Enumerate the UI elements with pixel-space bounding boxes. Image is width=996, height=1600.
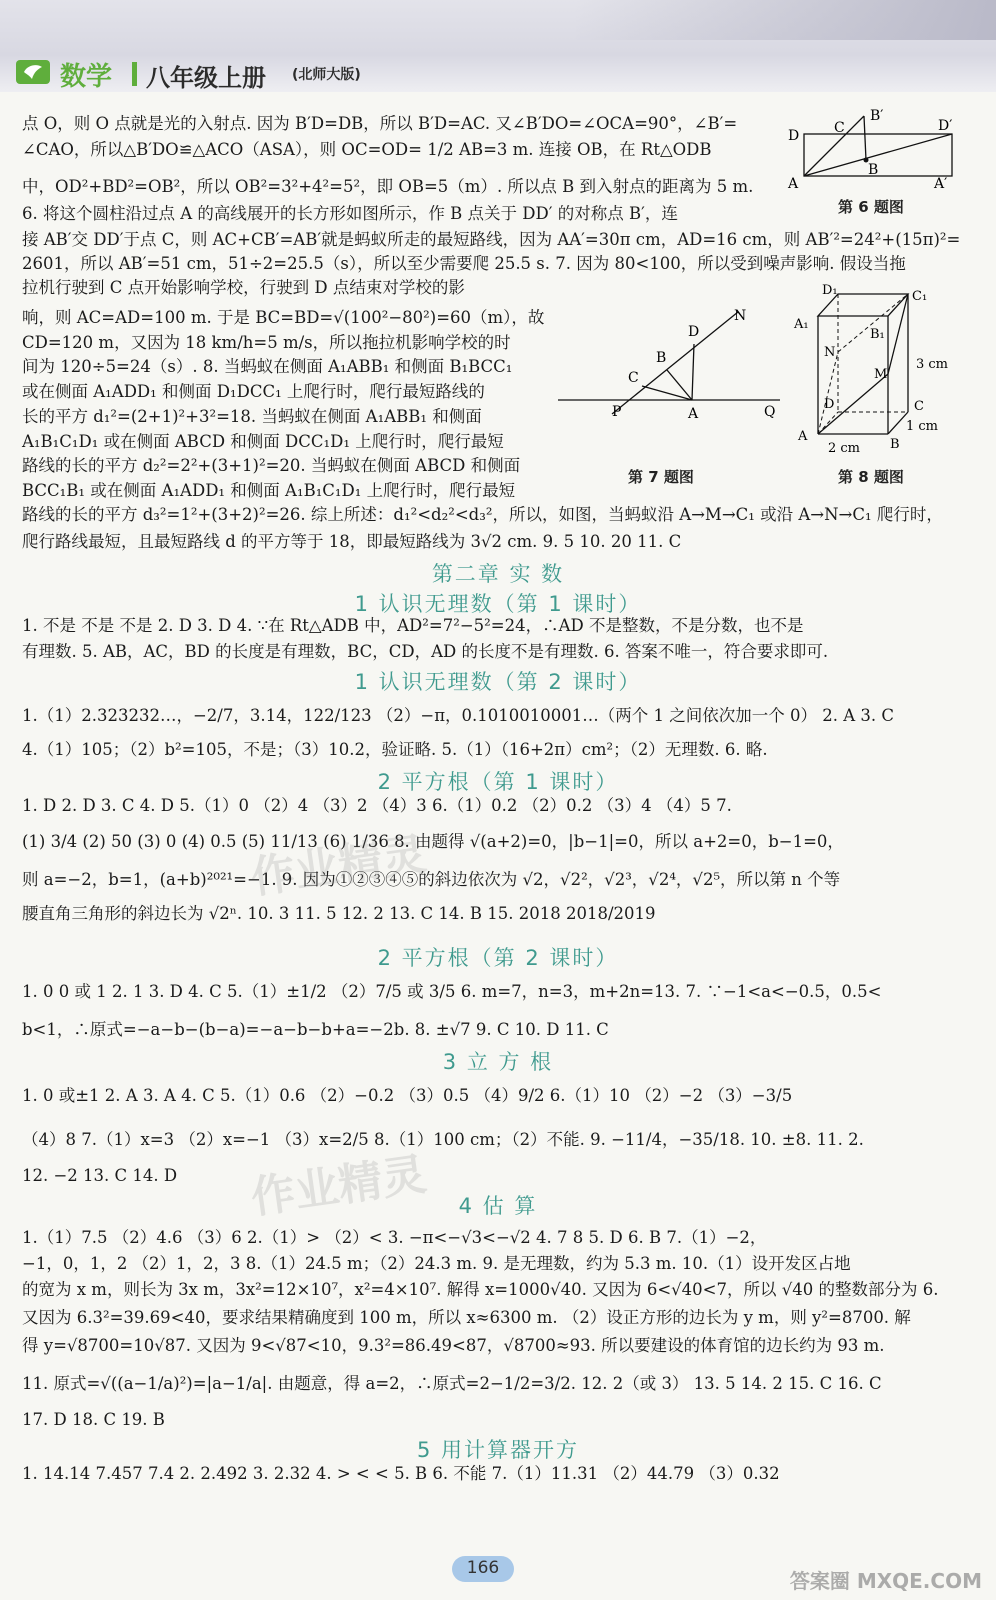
answer-line: 1.（1）2.323232…，−2/7，3.14，122/123 （2）−π，0.1010010001…（两个 1 之间依次加一个 0） 2. A 3. C xyxy=(22,706,895,725)
figure-8-caption: 第 8 题图 xyxy=(838,468,904,486)
answer-line: 11. 原式=√((a−1/a)²)=|a−1/a|. 由题意，得 a=2，∴原式=2−1/2=3/2. 12. 2（或 3） 13. 5 14. 2 15. C 16. C xyxy=(22,1374,882,1393)
answer-line: 点 O，则 O 点就是光的入射点. 因为 B′D=DB，所以 B′D=AC. 又∠B′DO=∠OCA=90°，∠B′= xyxy=(22,114,738,133)
subject-title: 数学 xyxy=(60,62,113,92)
answer-line: b<1，∴原式=−a−b−(b−a)=−a−b−b+a=−2b. 8. ±√7 9. C 10. D 11. C xyxy=(22,1020,609,1039)
answer-line: 爬行路线最短，且最短路线 d 的平方等于 18，即最短路线为 3√2 cm. 9. 5 10. 20 11. C xyxy=(22,532,682,551)
answer-line: 的宽为 x m，则长为 3x m，3x²=12×10⁷，x²=4×10⁷. 解得 x=1000√40. 又因为 6<√40<7，所以 √40 的整数部分为 6. xyxy=(22,1280,939,1299)
answer-line: −1，0，1，2 （2）1，2，3 8.（1）24.5 m；（2）24.3 m. 9. 是无理数，约为 5.3 m. 10.（1）设开发区占地 xyxy=(22,1254,851,1273)
answer-line: 6. 将这个圆柱沿过点 A 的高线展开的长方形如图所示，作 B 点关于 DD′ 的对称点 B′，连 xyxy=(22,204,678,223)
answer-line: 响，则 AC=AD=100 m. 于是 BC=BD=√(100²−80²)=60（m），故 xyxy=(22,308,545,327)
section-title: 1 认识无理数（第 2 课时） xyxy=(354,670,642,694)
answer-line: BCC₁B₁ 或在侧面 A₁ADD₁ 和侧面 A₁B₁C₁D₁ 上爬行时，爬行最短 xyxy=(22,481,516,500)
answer-line: 或在侧面 A₁ADD₁ 和侧面 D₁DCC₁ 上爬行时，爬行最短路线的 xyxy=(22,382,485,401)
answer-line: 1.（1）7.5 （2）4.6 （3）6 2.（1）> （2）< 3. −π<−√3<−√2 4. 7 8 5. D 6. B 7.（1）−2， xyxy=(22,1228,767,1247)
fig6-label: A′ xyxy=(934,176,948,192)
fig6-label: B′ xyxy=(870,108,884,124)
fig8-label: D₁ xyxy=(822,283,838,298)
fig8-label: B₁ xyxy=(870,327,885,342)
book-edition: (北师大版) xyxy=(292,67,361,83)
answer-line: A₁B₁C₁D₁ 或在侧面 ABCD 和侧面 DCC₁D₁ 上爬行时，爬行最短 xyxy=(22,432,504,451)
fig7-label: P xyxy=(612,404,622,420)
book-logo-icon xyxy=(16,60,50,84)
fig6-label: D xyxy=(788,128,800,144)
fig7-label: C xyxy=(628,370,639,386)
section-title: 3 立 方 根 xyxy=(442,1050,554,1074)
fig8-label: A xyxy=(798,429,808,444)
answer-line: 长的平方 d₁²=(2+1)²+3²=18. 当蚂蚁在侧面 A₁ABB₁ 和侧面 xyxy=(22,407,482,426)
section-title: 4 估 算 xyxy=(458,1194,538,1218)
fig8-label: B xyxy=(890,437,900,452)
section-title: 2 平方根（第 2 课时） xyxy=(377,946,619,970)
fig8-label: A₁ xyxy=(794,317,809,332)
fig8-label: N xyxy=(824,345,836,360)
answer-line: 拉机行驶到 C 点开始影响学校，行驶到 D 点结束对学校的影 xyxy=(22,278,465,297)
watermark: 作业精灵 xyxy=(247,1148,430,1224)
watermark: 作业精灵 xyxy=(247,828,430,904)
fig8-label: M xyxy=(874,367,888,382)
fig8-label: 3 cm xyxy=(916,357,949,372)
answer-line: ∠CAO，所以△B′DO≌△ACO（ASA），则 OC=OD= 1/2 AB=3 m. 连接 OB，在 Rt△ODB xyxy=(22,140,712,159)
section-title: 5 用计算器开方 xyxy=(416,1438,580,1462)
answer-line: 中，OD²+BD²=OB²，所以 OB²=3²+4²=5²，即 OB=5（m）. 所以点 B 到入射点的距离为 5 m. xyxy=(22,177,754,196)
answer-line: 1. 0 0 或 1 2. 1 3. D 4. C 5.（1）±1/2 （2）7/5 或 3/5 6. m=7，n=3，m+2n=13. 7. ∵−1<a<−0.5，0.5< xyxy=(22,982,882,1001)
answer-line: 有理数. 5. AB，AC，BD 的长度是有理数，BC，CD，AD 的长度不是有理数. 6. 答案不唯一，符合要求即可. xyxy=(22,642,829,661)
answer-line: 2601，所以 AB′=51 cm，51÷2=25.5（s），所以至少需要爬 25.5 s. 7. 因为 80<100，所以受到噪声影响. 假设当拖 xyxy=(22,254,906,273)
answer-line: 1. D 2. D 3. C 4. D 5.（1）0 （2）4 （3）2 （4）3 6.（1）0.2 （2）0.2 （3）4 （4）5 7. xyxy=(22,796,732,815)
answer-line: 1. 不是 不是 不是 2. D 3. D 4. ∵在 Rt△ADB 中，AD²=7²−5²=24，∴AD 不是整数，不是分数，也不是 xyxy=(22,616,804,635)
fig7-label: Q xyxy=(764,404,776,420)
fig6-label: B xyxy=(868,162,879,178)
figure-6-caption: 第 6 题图 xyxy=(838,198,904,216)
fig7-label: A xyxy=(688,406,699,422)
figure-7-caption: 第 7 题图 xyxy=(628,468,694,486)
answer-line: （4）8 7.（1）x=3 （2）x=−1 （3）x=2/5 8.（1）100 cm；（2）不能. 9. −11/4，−35/18. 10. ±8. 11. 2. xyxy=(22,1130,864,1149)
figure-7 xyxy=(552,306,782,424)
answer-line: 4.（1）105；（2）b²=105，不是；（3）10.2，验证略. 5.（1）（16+2π）cm²；（2）无理数. 6. 略. xyxy=(22,740,768,759)
fig6-label: C xyxy=(834,120,845,136)
answer-line: 1. 14.14 7.457 7.4 2. 2.492 3. 2.32 4. > < < 5. B 6. 不能 7.（1）11.31 （2）44.79 （3）0.32 xyxy=(22,1464,780,1483)
answer-line: 1. 0 或±1 2. A 3. A 4. C 5.（1）0.6 （2）−0.2 （3）0.5 （4）9/2 6.（1）10 （2）−2 （3）−3/5 xyxy=(22,1086,793,1105)
fig8-label: D xyxy=(824,397,835,412)
header-divider xyxy=(132,62,137,86)
chapter-title: 第二章 实 数 xyxy=(431,562,565,586)
answer-line: 路线的长的平方 d₂²=2²+(3+1)²=20. 当蚂蚁在侧面 ABCD 和侧面 xyxy=(22,456,521,475)
fig8-label: C₁ xyxy=(912,289,928,304)
fig8-label: 2 cm xyxy=(828,441,861,456)
answer-line: 又因为 6.3²=39.69<40，要求结果精确度到 100 m，所以 x≈6300 m. （2）设正方形的边长为 y m，则 y²=8700. 解 xyxy=(22,1308,911,1327)
answer-line: (1) 3/4 (2) 50 (3) 0 (4) 0.5 (5) 11/13 (6) 1/36 8. 由题得 √(a+2)=0，|b−1|=0，所以 a+2=0，b−1=0， xyxy=(22,832,844,851)
fig6-label: D′ xyxy=(938,118,953,134)
answer-line: 则 a=−2，b=1，(a+b)²⁰²¹=−1. 9. 因为①②③④⑤的斜边依次为 √2，√2²，√2³，√2⁴，√2⁵，所以第 n 个等 xyxy=(22,870,841,889)
answer-line: 得 y=√8700=10√87. 又因为 9<√87<10，9.3²=86.49<87，√8700≈93. 所以要建设的体育馆的边长约为 93 m. xyxy=(22,1336,885,1355)
answer-line: 接 AB′交 DD′于点 C，则 AC+CB′=AB′就是蚂蚁所走的最短路线，因为 AA′=30π cm，AD=16 cm，则 AB′²=24²+(15π)²= xyxy=(22,230,961,249)
section-title: 1 认识无理数（第 1 课时） xyxy=(354,592,642,616)
page-number: 166 xyxy=(466,1558,500,1578)
fig7-label: B xyxy=(656,350,667,366)
answer-line: 腰直角三角形的斜边长为 √2ⁿ. 10. 3 11. 5 12. 2 13. C 14. B 15. 2018 2018/2019 xyxy=(22,904,656,923)
fig8-label: 1 cm xyxy=(906,419,939,434)
answer-line: CD=120 m，又因为 18 km/h=5 m/s，所以拖拉机影响学校的时 xyxy=(22,333,511,352)
answer-line: 17. D 18. C 19. B xyxy=(22,1410,165,1429)
answer-line: 间为 120÷5=24（s）. 8. 当蚂蚁在侧面 A₁ABB₁ 和侧面 B₁BCC₁ xyxy=(22,357,513,376)
corner-watermark: 答案圈 MXQE.COM xyxy=(789,1569,982,1593)
figure-8 xyxy=(790,282,970,458)
fig8-label: C xyxy=(914,399,924,414)
fig6-label: A xyxy=(788,176,799,192)
fig7-label: N xyxy=(734,308,747,324)
book-title: 八年级上册 xyxy=(146,64,266,92)
answer-line: 路线的长的平方 d₃²=1²+(3+2)²=26. 综上所述：d₁²<d₂²<d₃²，所以，如图，当蚂蚁沿 A→M→C₁ 或沿 A→N→C₁ 爬行时， xyxy=(22,505,943,524)
fig7-label: D xyxy=(688,324,700,340)
section-title: 2 平方根（第 1 课时） xyxy=(377,770,619,794)
answer-line: 12. −2 13. C 14. D xyxy=(22,1166,178,1185)
